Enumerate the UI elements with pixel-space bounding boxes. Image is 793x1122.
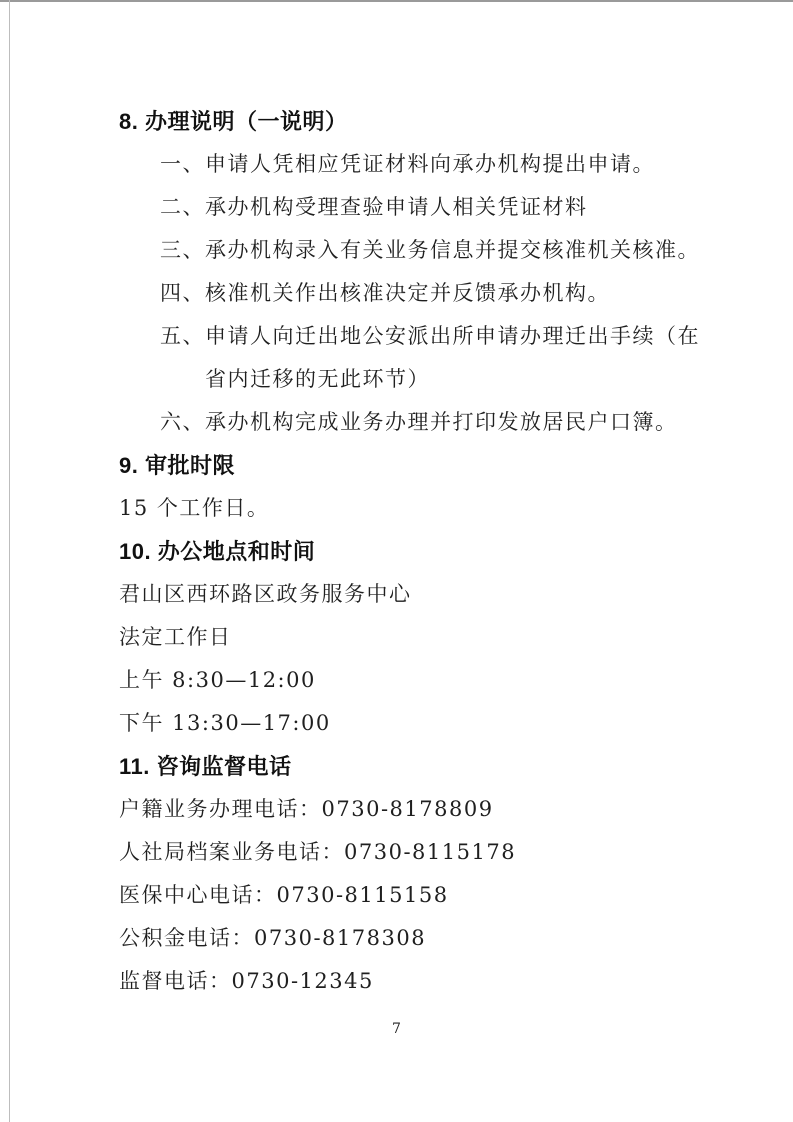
section-9-heading: 9. 审批时限	[119, 453, 235, 478]
list-item	[119, 401, 759, 444]
office-morning-hours: 上午 8:30—12:00	[119, 668, 316, 692]
list-item-text: 承办机构录入有关业务信息并提交核准机关核准。	[205, 238, 700, 262]
phone-line-housing-fund: 公积金电话：0730-8178308	[119, 926, 427, 950]
page-number: 7	[392, 1021, 401, 1037]
list-item	[119, 186, 759, 229]
list-marker: 四、	[160, 281, 205, 305]
list-marker: 三、	[160, 238, 205, 262]
list-item-text: 承办机构完成业务办理并打印发放居民户口簿。	[205, 410, 678, 434]
phone-line-archives: 人社局档案业务电话：0730-8115178	[119, 840, 517, 864]
section-11-heading: 11. 咨询监督电话	[119, 754, 292, 779]
list-item	[119, 315, 759, 358]
list-item-text: 申请人凭相应凭证材料向承办机构提出申请。	[205, 152, 655, 176]
list-item-text: 承办机构受理查验申请人相关凭证材料	[205, 195, 588, 219]
list-item-text: 申请人向迁出地公安派出所申请办理迁出手续（在	[205, 324, 700, 348]
section-8-heading: 8. 办理说明（一说明）	[119, 109, 348, 134]
list-marker: 五、	[160, 324, 205, 348]
page-top-edge	[0, 0, 793, 2]
list-item-text: 核准机关作出核准决定并反馈承办机构。	[205, 281, 610, 305]
phone-line-medical-insurance: 医保中心电话：0730-8115158	[119, 883, 449, 907]
document-content	[119, 100, 759, 1003]
list-item	[119, 229, 759, 272]
office-location: 君山区西环路区政务服务中心	[119, 582, 412, 606]
phone-line-supervision: 监督电话：0730-12345	[119, 969, 374, 993]
list-marker: 一、	[160, 152, 205, 176]
list-item-text: 省内迁移的无此环节）	[205, 367, 430, 391]
page-left-edge	[9, 0, 10, 1122]
list-item-continuation	[119, 358, 759, 401]
office-workdays: 法定工作日	[119, 625, 232, 649]
list-marker: 六、	[160, 410, 205, 434]
list-marker: 二、	[160, 195, 205, 219]
phone-line-hukou: 户籍业务办理电话：0730-8178809	[119, 797, 494, 821]
section-10-heading: 10. 办公地点和时间	[119, 539, 316, 564]
approval-time-limit: 15 个工作日。	[119, 496, 270, 520]
list-item	[119, 143, 759, 186]
list-item	[119, 272, 759, 315]
office-afternoon-hours: 下午 13:30—17:00	[119, 711, 331, 735]
